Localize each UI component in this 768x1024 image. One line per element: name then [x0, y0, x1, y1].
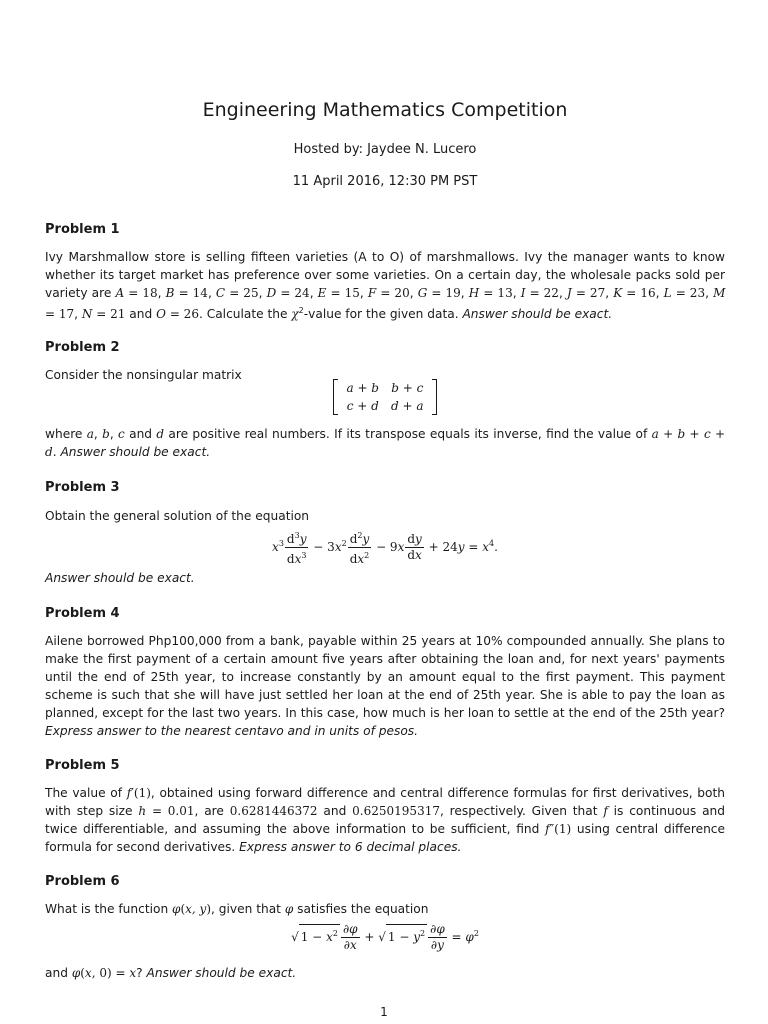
problem-4-text: Ailene borrowed Php100,000 from a bank, payable within 25 years at 10% compounded annually. She plans to make the first payment of a certain amount five years after obtaining the loan and, for next years' payments until the end of 25th year, to increase constantly by an amount equal to the first payment. This payment scheme is such that she will have just settled her loan at the end of 25th year. She is able to pay the loan as planned, except for the last two years. In this case, how much is her loan to settle at the end of the 25th year? Express answer to the nearest centavo and in units of pesos. [45, 634, 725, 738]
problem-3-intro: Obtain the general solution of the equation [45, 509, 310, 523]
problem-2-heading: Problem 2 [45, 340, 120, 355]
document-title: Engineering Mathematics Competition [202, 99, 568, 121]
problem-2-note: Answer should be exact. [60, 445, 211, 459]
problem-2-matrix [45, 379, 725, 420]
problem-1-note: Answer should be exact. [462, 307, 613, 322]
matrix-cell: a + b [346, 381, 379, 395]
document-host: Hosted by: Jaydee N. Lucero [293, 142, 477, 157]
page-number: 1 [380, 1005, 388, 1019]
problem-2-text: where a, b, c and d are positive real numbers. If its transpose equals its inverse, find the value of a + b + c + d. Answer should be exact. [45, 427, 726, 459]
problem-3-heading: Problem 3 [45, 480, 120, 495]
problem-3-equation: $x^3$ $\frac{d^3y}{dx^3}$ − $3x^2$ $\frac{d^2y}{dx^2}$ − 9x $\frac{dy}{dx}$ + $24y = x^4$. [45, 528, 725, 567]
matrix-cell: c + d [346, 399, 379, 413]
matrix-cell: b + c [391, 381, 424, 395]
problem-3-note: Answer should be exact. [45, 571, 195, 585]
problem-6-equation: √ $1 - x^2$ $\frac{\partial\varphi}{\partial x}$ + √ $1 - y^2$ $\frac{\partial\varphi}{\partial y}$ = $\varphi^2$ [291, 922, 479, 952]
problem-5-text: The value of f′(1), obtained using forward difference and central difference formulas for first derivatives, both with step size h = 0.01, are 0.6281446372 and 0.6250195317, respectively. Given that f is continuous and twice differentiable, and assuming the above information to be sufficient, find f″(1) using central difference formula for second derivatives. Express answer to 6 decimal places. [45, 786, 726, 854]
problem-5-note: Express answer to 6 decimal places. [239, 840, 462, 854]
problem-2-intro: Consider the nonsingular matrix [45, 368, 242, 382]
problem-4-heading: Problem 4 [45, 606, 120, 621]
problem-1-heading: Problem 1 [45, 222, 120, 237]
matrix-cell: d + a [391, 399, 424, 413]
problem-6-intro: What is the function φ(x, y), given that φ satisfies the equation [45, 902, 429, 916]
problem-6-heading: Problem 6 [45, 874, 120, 889]
problem-6-note: Answer should be exact. [146, 966, 297, 980]
problem-4-note: Express answer to the nearest centavo and in units of pesos. [45, 724, 419, 738]
problem-1-text: Ivy Marshmallow store is selling fifteen varieties (A to O) of marshmallows. Ivy the manager wants to know whether its target market has preference over some varieties. On a certain day, the wholesale packs sold per variety are A = 18, B = 14, C = 25, D = 24, E = 15, F = 20, G = 19, H = 13, I = 22, J = 27, K = 16, L = 23, M = 17, N = 21 and O = 26. Calculate the $\chi^2$-value for the given data. Answer should be exact. [45, 250, 726, 322]
problem-6-text: and φ(x, 0) = x? Answer should be exact. [45, 966, 297, 980]
problem-5-heading: Problem 5 [45, 758, 120, 773]
document-date: 11 April 2016, 12:30 PM PST [292, 174, 478, 189]
